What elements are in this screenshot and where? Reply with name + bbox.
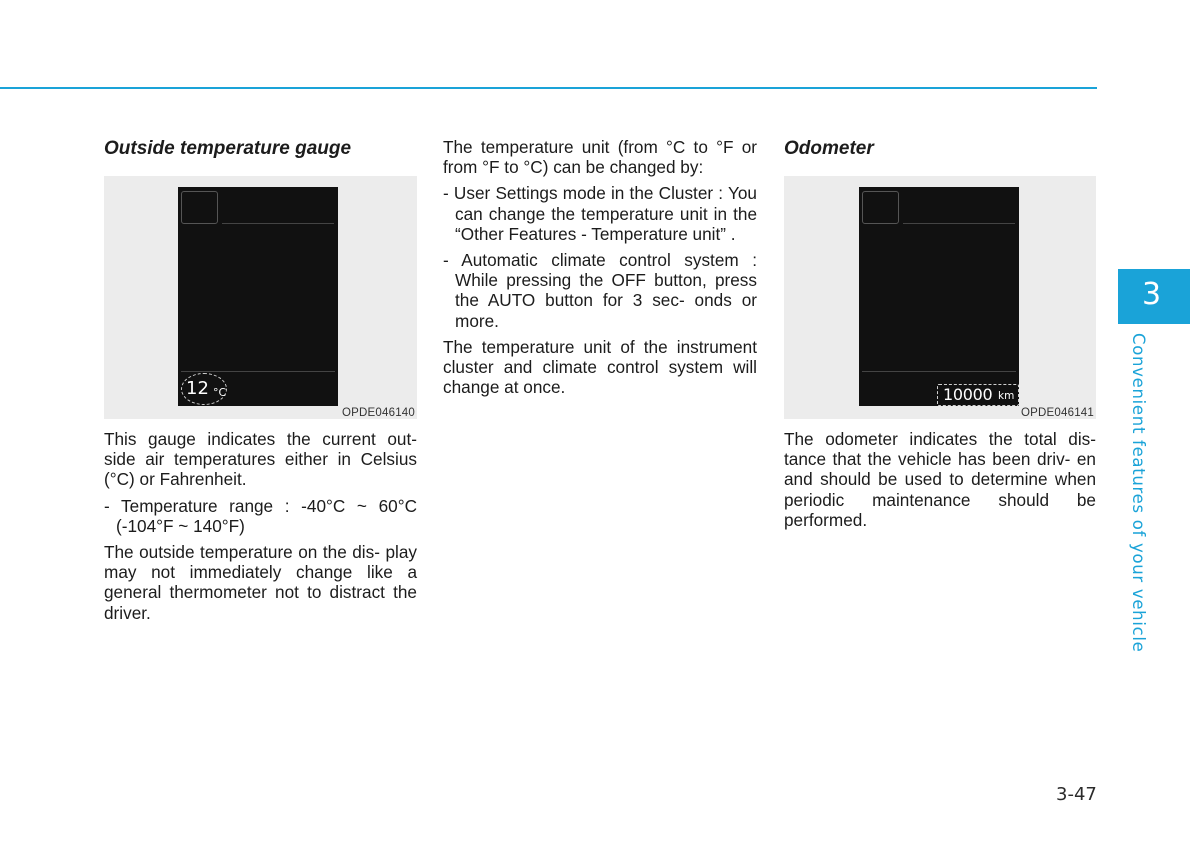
odometer-value: 10000 xyxy=(943,385,993,404)
paragraph: The odometer indicates the total dis- tance that the vehicle has been driv- en and should be used to determine when periodic maintenance should be performed. xyxy=(784,429,1096,530)
chapter-title: Convenient features of your vehicle xyxy=(1129,333,1148,653)
cluster-divider-bottom xyxy=(181,371,335,372)
paragraph: This gauge indicates the current out- side air temperatures either in Celsius (°C) or Fahrenheit. xyxy=(104,429,417,490)
cluster-display xyxy=(859,187,1019,406)
chapter-number: 3 xyxy=(1142,277,1162,312)
page-number: 3-47 xyxy=(1056,784,1097,805)
cluster-display xyxy=(178,187,338,406)
cluster-indicator-box xyxy=(862,191,899,224)
temperature-value: 12 xyxy=(186,378,209,399)
paragraph: The outside temperature on the dis- play may not immediately change like a general thermometer not to distract the driver. xyxy=(104,542,417,623)
section-heading-outside-temperature: Outside temperature gauge xyxy=(104,138,352,159)
bullet-climate-control: - Automatic climate control system : While pressing the OFF button, press the AUTO button for 3 sec- onds or more. xyxy=(443,250,757,331)
odometer-figure xyxy=(784,176,1096,419)
figure-code: OPDE046140 xyxy=(342,407,415,419)
paragraph: The temperature unit of the instrument cluster and climate control system will change at once. xyxy=(443,336,757,398)
paragraph: The temperature unit (from °C to °F or from °F to °C) can be changed by: xyxy=(443,137,757,178)
chapter-tab xyxy=(1118,269,1190,324)
cluster-divider xyxy=(222,223,334,224)
cluster-divider xyxy=(903,223,1015,224)
temperature-unit: °C xyxy=(213,386,227,399)
column-middle xyxy=(443,137,757,403)
section-heading-odometer: Odometer xyxy=(784,138,874,159)
top-rule xyxy=(0,87,1097,89)
bullet-user-settings: - User Settings mode in the Cluster : You can change the temperature unit in the “Other Features - Temperature unit” . xyxy=(443,183,757,244)
cluster-divider-bottom xyxy=(862,371,1016,372)
cluster-indicator-box xyxy=(181,191,218,224)
outside-temperature-figure xyxy=(104,176,417,419)
bullet-temperature-range: - Temperature range : -40°C ~ 60°C (-104°F ~ 140°F) xyxy=(104,495,417,536)
column-right xyxy=(784,137,1096,536)
figure-code: OPDE046141 xyxy=(1021,407,1094,419)
column-left xyxy=(104,137,417,629)
odometer-unit: km xyxy=(998,390,1015,402)
